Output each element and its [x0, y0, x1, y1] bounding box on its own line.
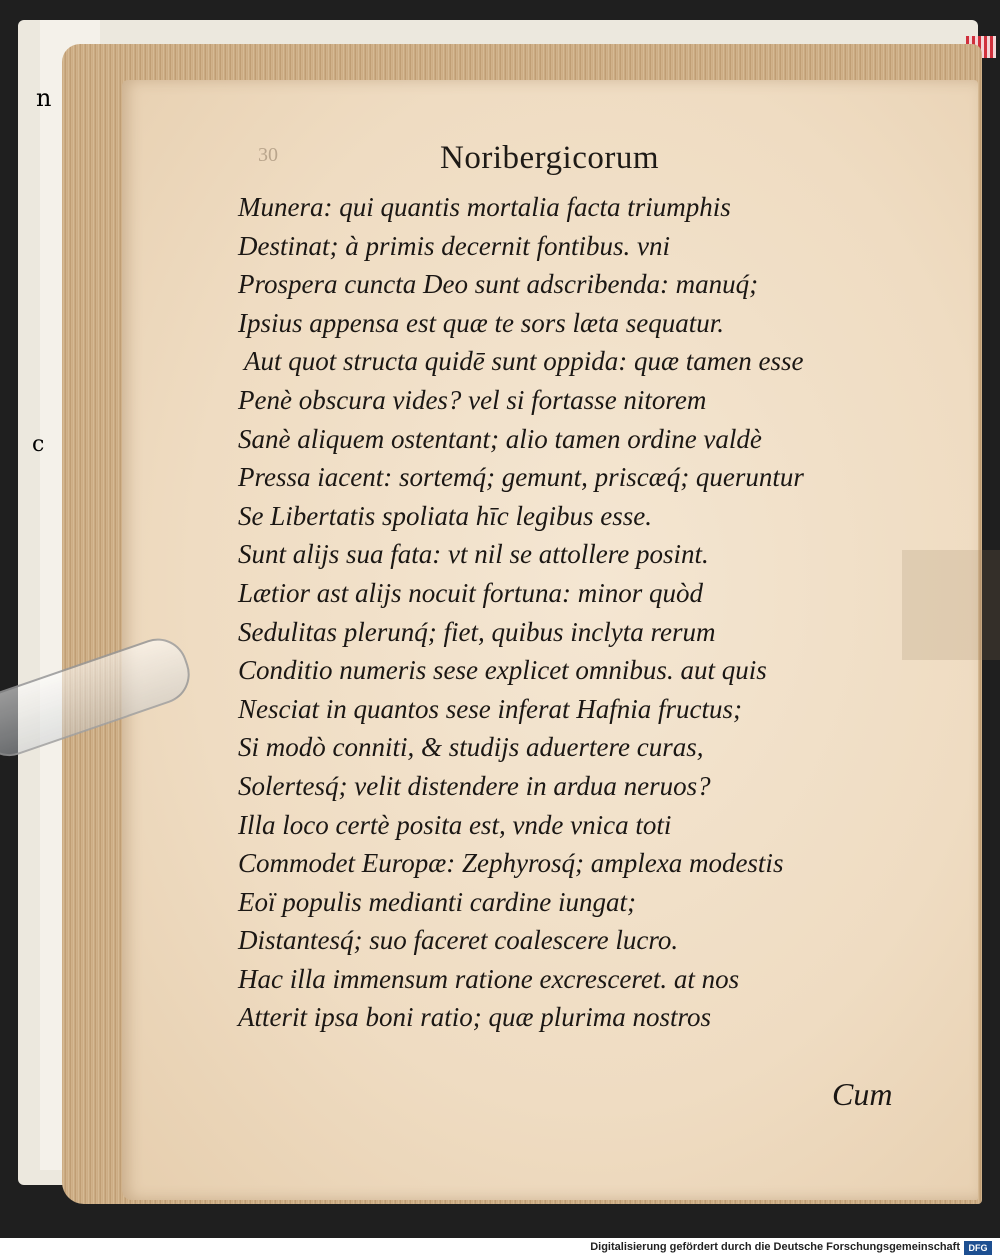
verse-text	[238, 188, 928, 1037]
verse-line: Commodet Europæ: Zephyrosq́; amplexa modestis	[238, 848, 784, 879]
verse-line: Pressa iacent: sortemq́; gemunt, priscæq́; queruntur	[238, 462, 804, 493]
verse-line: Sedulitas plerunq́; fiet, quibus inclyta rerum	[238, 616, 716, 647]
verse-line: Nesciat in quantos sese inferat Hafnia fructus;	[238, 693, 742, 724]
verse-line: Atterit ipsa boni ratio; quæ plurima nostros	[238, 1002, 712, 1033]
margin-mark: c	[32, 432, 45, 457]
verse-line: Solertesq́; velit distendere in ardua neruos?	[238, 770, 711, 801]
verse-line: Prospera cuncta Deo sunt adscribenda: manuq́;	[238, 269, 759, 300]
faint-page-number: 30	[258, 144, 278, 166]
verse-line: Ipsius appensa est quæ te sors læta sequatur.	[238, 307, 725, 338]
catchword: Cum	[832, 1076, 893, 1112]
verse-line: Lætior ast alijs nocuit fortuna: minor quòd	[238, 577, 704, 608]
dfg-logo: DFG	[964, 1241, 992, 1255]
funding-credit: Digitalisierung gefördert durch die Deutsche Forschungsgemeinschaft	[590, 1241, 960, 1253]
verse-line: Munera: qui quantis mortalia facta triumphis	[238, 192, 731, 222]
verse-line: Sanè aliquem ostentant; alio tamen ordine valdè	[238, 423, 762, 454]
verse-line: Distantesq́; suo faceret coalescere lucro.	[238, 925, 679, 956]
verse-line: Si modò conniti, & studijs aduertere curas,	[238, 732, 704, 763]
verse-line: Eoï populis medianti cardine iungat;	[238, 886, 636, 917]
verse-line: Penè obscura vides? vel si fortasse nitorem	[238, 384, 707, 415]
margin-mark: n	[36, 84, 52, 112]
page-title: Noribergicorum	[440, 140, 660, 176]
verse-line: Se Libertatis spoliata hīc legibus esse.	[238, 500, 652, 531]
verse-line: Illa loco certè posita est, vnde vnica toti	[238, 809, 672, 840]
footer	[0, 1238, 1000, 1258]
verse-line: Sunt alijs sua fata: vt nil se attollere posint.	[238, 539, 709, 570]
verse-line: Aut quot structa quidē sunt oppida: quæ tamen esse	[244, 346, 804, 377]
verse-line: Destinat; à primis decernit fontibus. vni	[238, 230, 670, 261]
verse-line: Hac illa immensum ratione excresceret. at nos	[238, 963, 740, 994]
verse-line: Conditio numeris sese explicet omnibus. aut quis	[238, 655, 767, 686]
